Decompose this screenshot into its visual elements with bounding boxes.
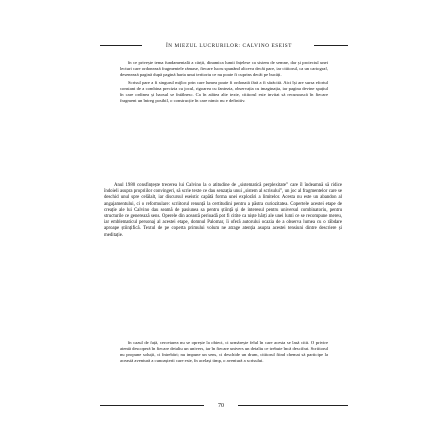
main-text xyxy=(104,183,342,239)
blockquote-paragraph: în cazul de față, cercetarea nu se oprește la obiect, ci urmărește felul în care acesta se lasă citit. O privire atentă descoperă în fiecare detaliu un univers, iar în fiecare univers un detaliu ce trebuie încă descifrat. Scriitorul nu propune soluții, ci întrebări; nu impune un sens, ci deschide un drum, cititorul fiind chemat să participe la această aventură a cunoașterii care este, în același timp, o aventură a scrisului. xyxy=(120,340,328,363)
footer-rule-left xyxy=(100,405,204,406)
blockquote-top xyxy=(120,60,328,106)
blockquote-paragraph: Scrisul pare a fi singurul mijloc prin care lumea poate fi ordonată fără a fi sărăcită. Aici își are sursa efortul constant de a combina precizia cu jocul, rigoarea cu fantezia, observația cu imaginația, iar pagina devine spațiul în care ordinea și haosul se întâlnesc. Ca în atâtea alte texte, cititorul este invitat să recunoască în fiecare fragment un întreg posibil, o construcție în care nimic nu e definitiv. xyxy=(120,80,328,103)
footer-rule-right xyxy=(238,405,348,406)
header-rule-right xyxy=(314,45,348,46)
body-paragraph: Anul 1980 consfințește trecerea lui Calvino la o atitudine de „sistematică perplexitate” care îl îndeamnă să ridice îndoieli asupra propriilor convingeri, să scrie texte ce dau senzația unui „sistem al scrisului”, un joc al fragmentelor care se deschid unul spre celălalt, iar discursul eseistic capătă forma unei explorări a limitelor. Acesta nu este un abandon al angajamentului, ci o reformulare: scriitorul renunță la certitudini pentru a păstra curiozitatea. Copertele acestei etape de creație ale lui Calvino dau seamă de pasiunea sa pentru știință și de interesul pentru universul combinatoriu, pentru structurile ce generează sens. Operele din această perioadă pot fi citite ca niște hărți ale unei lumi ce se recompune mereu, iar emblematicul personaj al acestei etape, domnul Palomar, îi oferă autorului ocazia de a observa lumea cu o răbdare aproape științifică. Textul de pe coperta primului volum ne atrage atenția asupra acestei tensiuni dintre descriere și meditație. xyxy=(104,183,342,238)
header-rule-left xyxy=(100,45,142,46)
blockquote-bottom xyxy=(120,340,328,364)
page-footer xyxy=(100,401,348,411)
page-number: 70 xyxy=(218,403,224,409)
running-title: ÎN MIEZUL LUCRURILOR: CALVINO ESEIST xyxy=(165,43,293,49)
blockquote-paragraph: în ce privește tema fundamentală a cărții, dinamica lumii înțelese ca sistem de semne, dar și proiectul unei lecturi care ordonează fragmentele rămase, fiecare lucru spunând altceva decât pare, iar cititorul, ca un cartograf, desenează pagină după pagină harta unui teritoriu ce nu poate fi cuprins decât pe bucăți. xyxy=(120,60,328,77)
running-header xyxy=(100,40,348,52)
